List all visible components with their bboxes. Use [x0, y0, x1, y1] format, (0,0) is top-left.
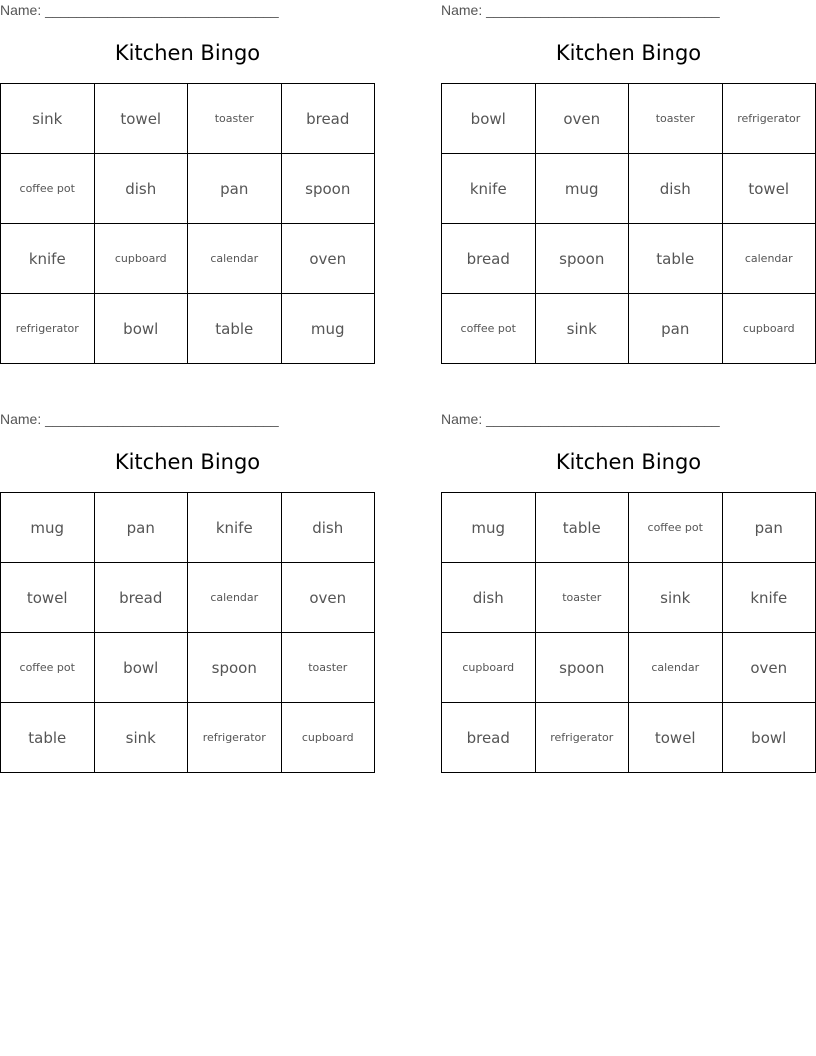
bingo-cell: mug: [281, 294, 375, 364]
bingo-cell: refrigerator: [722, 84, 816, 154]
bingo-cell: table: [1, 703, 95, 773]
card-title: Kitchen Bingo: [555, 41, 702, 65]
bingo-cell: knife: [188, 493, 282, 563]
grid-row: [1, 633, 375, 703]
bingo-cell: knife: [1, 224, 95, 294]
bingo-cell: spoon: [281, 154, 375, 224]
bingo-grid: [441, 492, 816, 773]
bingo-cell: bread: [281, 84, 375, 154]
card-title: Kitchen Bingo: [555, 450, 702, 474]
bingo-cell: sink: [1, 84, 95, 154]
name-field[interactable]: Name: ______________________________: [0, 411, 279, 427]
bingo-cell: mug: [1, 493, 95, 563]
bingo-cell: bowl: [94, 633, 188, 703]
bingo-cell: knife: [722, 563, 816, 633]
bingo-cell: toaster: [629, 84, 723, 154]
bingo-cell: bowl: [94, 294, 188, 364]
grid-row: [442, 84, 816, 154]
bingo-cell: pan: [722, 493, 816, 563]
bingo-cell: coffee pot: [629, 493, 723, 563]
bingo-cell: dish: [94, 154, 188, 224]
bingo-cell: calendar: [629, 633, 723, 703]
bingo-cell: cupboard: [281, 703, 375, 773]
bingo-cell: bowl: [722, 703, 816, 773]
bingo-cell: calendar: [188, 224, 282, 294]
bingo-cell: towel: [722, 154, 816, 224]
name-field[interactable]: Name: ______________________________: [0, 2, 279, 18]
bingo-cell: sink: [535, 294, 629, 364]
bingo-cell: table: [629, 224, 723, 294]
grid-row: [1, 84, 375, 154]
grid-row: [442, 563, 816, 633]
grid-row: [1, 224, 375, 294]
bingo-cell: bread: [94, 563, 188, 633]
grid-row: [1, 563, 375, 633]
grid-row: [442, 154, 816, 224]
bingo-card-1: [0, 0, 375, 338]
bingo-cell: oven: [535, 84, 629, 154]
bingo-cell: pan: [188, 154, 282, 224]
bingo-cell: sink: [94, 703, 188, 773]
bingo-cell: bread: [442, 224, 536, 294]
bingo-cell: pan: [94, 493, 188, 563]
bingo-cell: towel: [629, 703, 723, 773]
bingo-cell: knife: [442, 154, 536, 224]
bingo-card-4: [441, 409, 816, 747]
grid-row: [1, 493, 375, 563]
bingo-cell: coffee pot: [1, 154, 95, 224]
card-title: Kitchen Bingo: [114, 41, 261, 65]
bingo-cell: table: [188, 294, 282, 364]
bingo-cell: cupboard: [442, 633, 536, 703]
bingo-cell: refrigerator: [188, 703, 282, 773]
bingo-cell: bowl: [442, 84, 536, 154]
bingo-cell: calendar: [188, 563, 282, 633]
bingo-cell: coffee pot: [442, 294, 536, 364]
grid-row: [442, 633, 816, 703]
bingo-cell: towel: [1, 563, 95, 633]
bingo-card-3: [0, 409, 375, 747]
bingo-cell: calendar: [722, 224, 816, 294]
grid-row: [442, 703, 816, 773]
grid-row: [1, 294, 375, 364]
bingo-cell: oven: [722, 633, 816, 703]
bingo-cell: toaster: [535, 563, 629, 633]
bingo-cell: bread: [442, 703, 536, 773]
bingo-cell: oven: [281, 563, 375, 633]
bingo-cell: oven: [281, 224, 375, 294]
bingo-grid: [441, 83, 816, 364]
bingo-cell: sink: [629, 563, 723, 633]
grid-row: [1, 703, 375, 773]
bingo-cell: mug: [442, 493, 536, 563]
grid-row: [442, 493, 816, 563]
bingo-cell: spoon: [535, 224, 629, 294]
grid-row: [1, 154, 375, 224]
bingo-cell: toaster: [188, 84, 282, 154]
bingo-cell: spoon: [535, 633, 629, 703]
bingo-cell: pan: [629, 294, 723, 364]
bingo-grid: [0, 492, 375, 773]
bingo-cell: dish: [442, 563, 536, 633]
bingo-cell: towel: [94, 84, 188, 154]
bingo-cell: coffee pot: [1, 633, 95, 703]
bingo-card-2: [441, 0, 816, 338]
bingo-cell: refrigerator: [535, 703, 629, 773]
name-field[interactable]: Name: ______________________________: [441, 411, 720, 427]
bingo-cell: cupboard: [722, 294, 816, 364]
bingo-cell: cupboard: [94, 224, 188, 294]
card-title: Kitchen Bingo: [114, 450, 261, 474]
grid-row: [442, 294, 816, 364]
name-field[interactable]: Name: ______________________________: [441, 2, 720, 18]
bingo-cell: table: [535, 493, 629, 563]
grid-row: [442, 224, 816, 294]
bingo-cell: toaster: [281, 633, 375, 703]
bingo-grid: [0, 83, 375, 364]
bingo-cell: refrigerator: [1, 294, 95, 364]
bingo-cell: spoon: [188, 633, 282, 703]
bingo-cell: dish: [281, 493, 375, 563]
bingo-cell: mug: [535, 154, 629, 224]
bingo-cell: dish: [629, 154, 723, 224]
